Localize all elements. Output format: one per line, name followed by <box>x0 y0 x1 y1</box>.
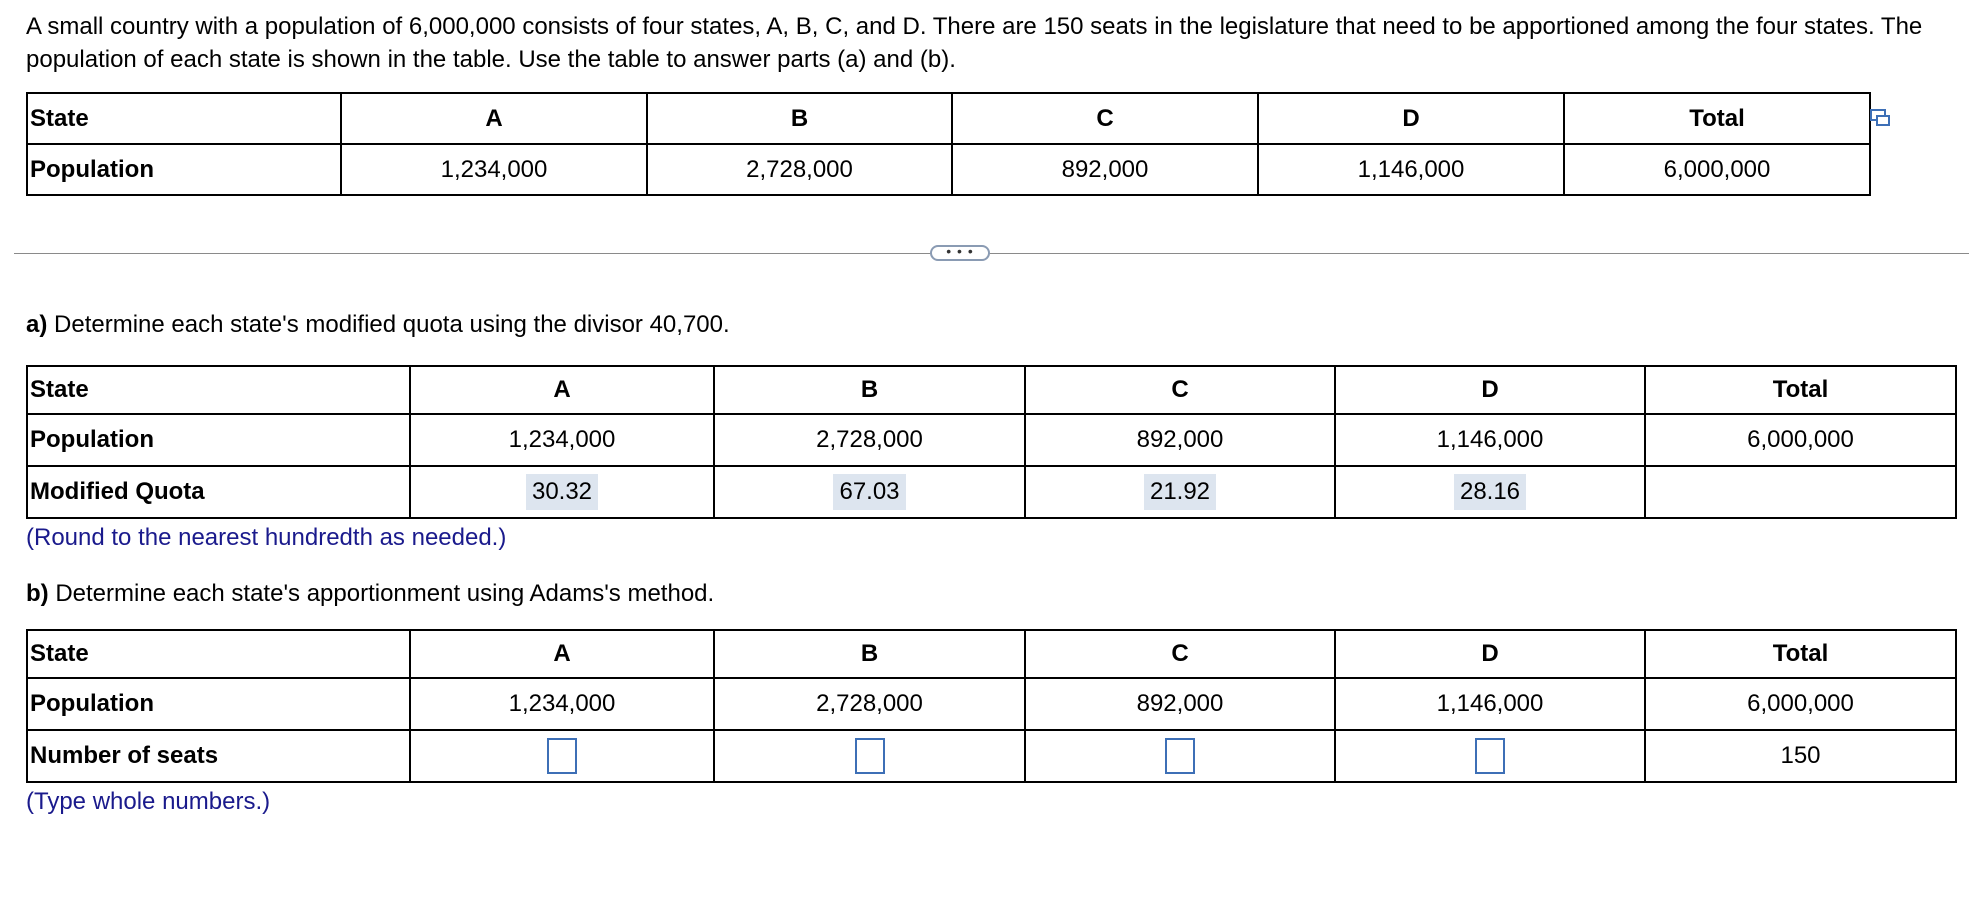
part-b-label: b) <box>26 580 49 607</box>
seats-input-b[interactable] <box>855 738 885 774</box>
part-a-text: Determine each state's modified quota using the divisor 40,700. <box>47 311 730 338</box>
table-row <box>27 730 1956 782</box>
header-d: D <box>1335 630 1645 678</box>
header-total: Total <box>1645 366 1956 414</box>
header-c: C <box>1025 366 1335 414</box>
population-total: 6,000,000 <box>1645 678 1956 730</box>
population-label: Population <box>27 678 410 730</box>
copy-table-icon[interactable] <box>1869 107 1893 129</box>
population-d: 1,146,000 <box>1335 678 1645 730</box>
quota-answer-d[interactable]: 28.16 <box>1454 474 1526 510</box>
header-b: B <box>647 93 952 144</box>
seats-input-d[interactable] <box>1475 738 1505 774</box>
seats-total: 150 <box>1645 730 1956 782</box>
table-header-row <box>27 630 1956 678</box>
modified-quota-table <box>26 365 1957 519</box>
header-d: D <box>1335 366 1645 414</box>
expand-more-button[interactable]: • • • <box>930 245 990 261</box>
population-a: 1,234,000 <box>341 144 647 195</box>
seats-label: Number of seats <box>27 730 410 782</box>
table-row <box>27 678 1956 730</box>
population-a: 1,234,000 <box>410 678 714 730</box>
population-a: 1,234,000 <box>410 414 714 466</box>
header-total: Total <box>1645 630 1956 678</box>
quota-answer-a[interactable]: 30.32 <box>526 474 598 510</box>
part-a-hint: (Round to the nearest hundredth as needed.) <box>26 524 507 551</box>
population-total: 6,000,000 <box>1645 414 1956 466</box>
population-d: 1,146,000 <box>1335 414 1645 466</box>
population-b: 2,728,000 <box>714 678 1025 730</box>
population-label: Population <box>27 414 410 466</box>
quota-answer-b[interactable]: 67.03 <box>833 474 905 510</box>
header-state: State <box>27 366 410 414</box>
part-a-label: a) <box>26 311 48 338</box>
population-b: 2,728,000 <box>714 414 1025 466</box>
population-label: Population <box>27 144 341 195</box>
population-d: 1,146,000 <box>1258 144 1564 195</box>
header-total: Total <box>1564 93 1870 144</box>
header-a: A <box>341 93 647 144</box>
quota-total <box>1645 466 1956 518</box>
given-population-table <box>26 92 1871 196</box>
part-b-text: Determine each state's apportionment using Adams's method. <box>48 580 715 607</box>
header-c: C <box>1025 630 1335 678</box>
apportionment-table <box>26 629 1957 783</box>
header-b: B <box>714 366 1025 414</box>
header-a: A <box>410 366 714 414</box>
table-row <box>27 466 1956 518</box>
population-c: 892,000 <box>1025 414 1335 466</box>
seats-input-c[interactable] <box>1165 738 1195 774</box>
modified-quota-label: Modified Quota <box>27 466 410 518</box>
header-d: D <box>1258 93 1564 144</box>
population-total: 6,000,000 <box>1564 144 1870 195</box>
problem-statement: A small country with a population of 6,000,000 consists of four states, A, B, C, and D. There are 150 seats in the legislature that need to be apportioned among the four states. The population of each state is shown in the table. Use the table to answer parts (a) and (b). <box>26 13 1923 73</box>
table-header-row <box>27 366 1956 414</box>
part-b-hint: (Type whole numbers.) <box>26 788 271 815</box>
header-state: State <box>27 630 410 678</box>
header-b: B <box>714 630 1025 678</box>
population-c: 892,000 <box>1025 678 1335 730</box>
header-a: A <box>410 630 714 678</box>
table-row <box>27 144 1870 195</box>
table-row <box>27 414 1956 466</box>
part-b-question <box>26 580 714 608</box>
header-c: C <box>952 93 1258 144</box>
population-c: 892,000 <box>952 144 1258 195</box>
seats-input-a[interactable] <box>547 738 577 774</box>
quota-answer-c[interactable]: 21.92 <box>1144 474 1216 510</box>
table-header-row <box>27 93 1870 144</box>
header-state: State <box>27 93 341 144</box>
section-divider <box>14 253 1969 254</box>
population-b: 2,728,000 <box>647 144 952 195</box>
part-a-question <box>26 311 730 339</box>
